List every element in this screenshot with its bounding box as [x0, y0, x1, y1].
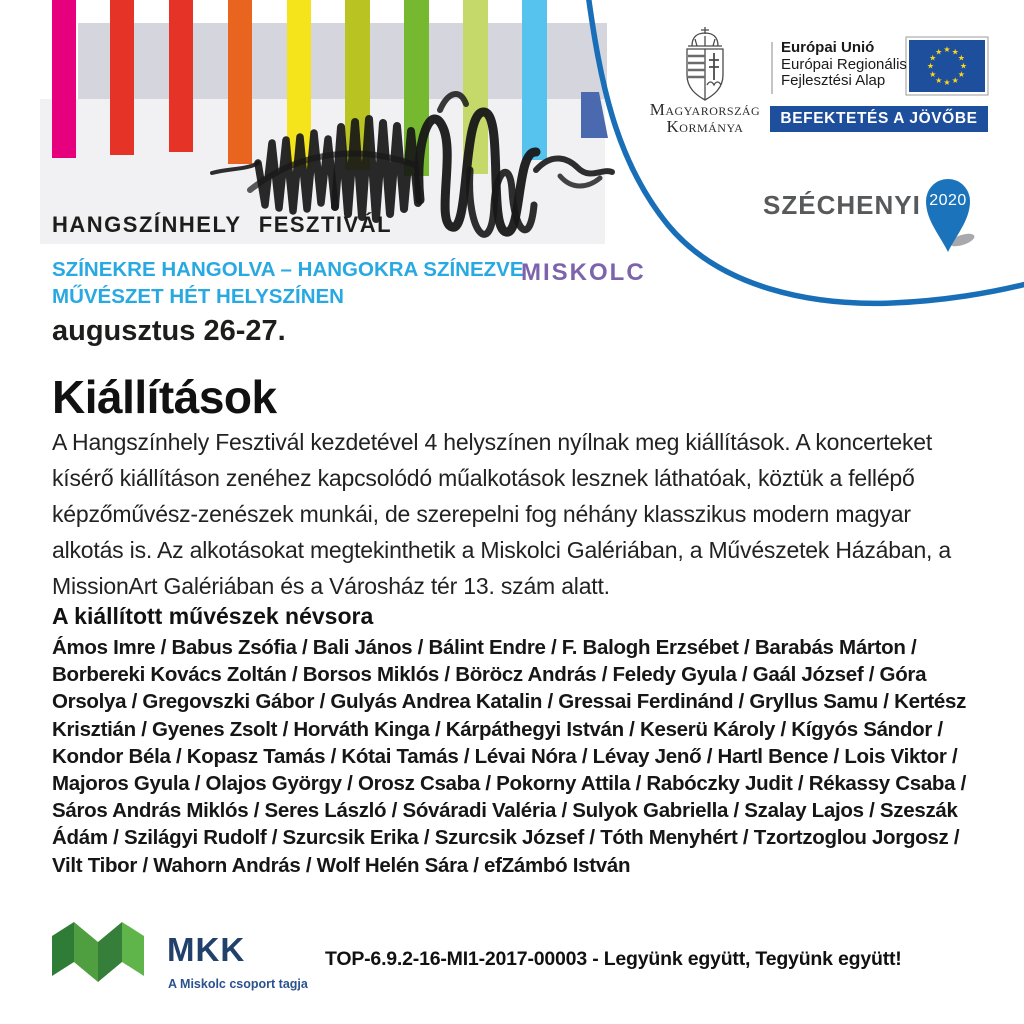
svg-text:★: ★ [959, 61, 968, 71]
szechenyi-year: 2020 [929, 192, 967, 209]
svg-text:★: ★ [957, 53, 965, 63]
eu-flag [906, 37, 988, 95]
festival-subtitle [52, 256, 524, 310]
subtitle-line1: SZÍNEKRE HANGOLVA – HANGOKRA SZÍNEZVE [52, 258, 524, 281]
event-date: augusztus 26-27. [52, 315, 286, 347]
svg-text:★: ★ [943, 78, 951, 88]
artists-list: Ámos Imre / Babus Zsófia / Bali János / Bálint Endre / F. Balogh Erzsébet / Barabás Márton / Borbereki Kovács Zoltán / Borsos Miklós / Böröcz András / Feledy Gyula / Gaál József / Góra Orsolya / Gregovszki Gábor / Gulyás Andrea Katalin / Gressai Ferdinánd / Gryllus Samu / Kertész Krisztián / Gyenes Zsolt / Horváth Kinga / Kárpáthegyi István / Keserü Károly / Kígyós Sándor / Kondor Béla / Kopasz Tamás / Kótai Tamás / Lévai Nóra / Lévay Jenő / Hartl Bence / Lois Viktor / Majoros Gyula / Olajos György / Orosz Csaba / Pokorny Attila / Rabóczky Judit / Rékassy Csaba / Sáros András Miklós / Seres László / Sóváradi Valéria / Sulyok Gabriella / Szalay Lajos / Szeszák Ádám / Szilágyi Rudolf / Szurcsik Erika / Szurcsik József / Tóth Menyhért / Tzortzoglou Jorgosz / Vilt Tibor / Wahorn András / Wolf Helén Sára / efZámbó István [52, 636, 967, 877]
project-code: TOP-6.9.2-16-MI1-2017-00003 - Legyünk együtt, Tegyünk együtt! [325, 948, 902, 970]
svg-text:★: ★ [929, 69, 937, 79]
intro-paragraph: A Hangszínhely Fesztivál kezdetével 4 helyszínen nyílnak meg kiállítások. A koncerteket kísérő kiállításon zenéhez kapcsolódó műalkotások lesznek láthatóak, köztük a fellépő képzőművész-zenészek munkái, de szerepelni fog néhány klasszikus modern magyar alkotás is. Az alkotásokat megtekinthetik a Miskolci Galériában, a Művészetek Házában, a MissionArt Galériában és a Városház tér 13. szám alatt. [52, 429, 952, 599]
eu-line1: Európai Unió [781, 39, 875, 56]
svg-text:★: ★ [951, 75, 959, 85]
mkk-logo-text: MKK [167, 931, 246, 968]
city-label: MISKOLC [521, 259, 646, 286]
government-line1: Magyarország [649, 100, 761, 119]
artists-heading: A kiállított művészek névsora [52, 603, 374, 629]
svg-text:★: ★ [935, 75, 943, 85]
eu-fund-text [781, 40, 907, 90]
svg-text:★: ★ [935, 47, 943, 57]
mkk-tagline: A Miskolc csoport tagja [168, 977, 308, 991]
eu-line2: Európai Regionális [781, 55, 907, 73]
svg-text:★: ★ [951, 47, 959, 57]
svg-text:★: ★ [943, 45, 951, 55]
subtitle-line2: MŰVÉSZET HÉT HELYSZÍNEN [52, 285, 344, 308]
investment-banner: BEFEKTETÉS A JÖVŐBE [770, 106, 988, 132]
section-heading: Kiállítások [52, 371, 277, 423]
mkk-logo-icon [52, 922, 144, 996]
svg-text:★: ★ [926, 61, 935, 71]
svg-text:★: ★ [957, 69, 965, 79]
hungary-coat-of-arms [687, 27, 723, 100]
festival-title: HANGSZÍNHELY FESZTIVÁL [52, 212, 393, 237]
svg-text:★: ★ [929, 53, 937, 63]
szechenyi-wordmark: SZÉCHENYI [763, 190, 921, 220]
government-line2: Kormánya [666, 117, 744, 136]
eu-line3: Fejlesztési Alap [781, 72, 886, 89]
